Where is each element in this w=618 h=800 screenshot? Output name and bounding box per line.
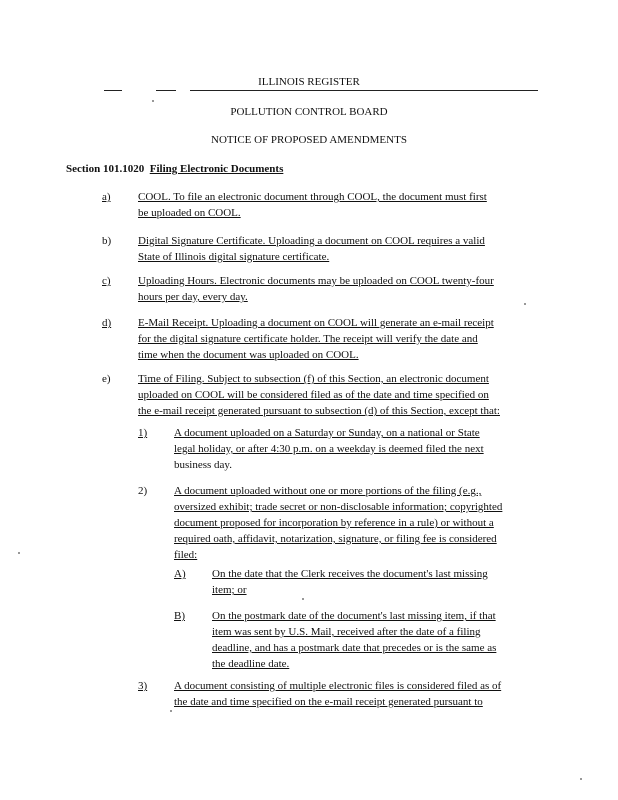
register-title: ILLINOIS REGISTER: [258, 76, 360, 88]
subitem-b-line: the deadline date.: [212, 658, 290, 670]
subsection-e-line: uploaded on COOL will be considered filed as of the date and time specified on: [138, 389, 489, 401]
subsection-marker: a): [102, 191, 111, 203]
header-rule-stub: [104, 90, 122, 91]
item-2-line: oversized exhibit; trade secret or non-disclosable information; copyrighted: [174, 501, 503, 513]
item-2-line: A document uploaded without one or more portions of the filing (e.g.,: [174, 485, 482, 497]
subitem-a-line: On the date that the Clerk receives the document's last missing: [212, 568, 488, 580]
item-1-line: A document uploaded on a Saturday or Sunday, on a national or State: [174, 427, 480, 439]
section-title: Filing Electronic Documents: [149, 163, 284, 175]
item-2-line: filed:: [174, 549, 198, 561]
subsection-marker: b): [102, 235, 112, 247]
scan-speck: [524, 303, 526, 305]
subitem-b-line: item was sent by U.S. Mail, received after the date of a filing: [212, 626, 481, 638]
item-3-line: the date and time specified on the e-mail receipt generated pursuant to: [174, 696, 483, 708]
scan-speck: [18, 552, 20, 554]
subsection-e-line: the e-mail receipt generated pursuant to subsection (d) of this Section, except that:: [138, 405, 500, 417]
header-rule: [190, 90, 538, 91]
section-heading: [66, 161, 283, 177]
scan-speck: [170, 710, 172, 712]
subitem-marker: A): [174, 568, 186, 580]
subsection-b-line: Digital Signature Certificate. Uploading a document on COOL requires a valid: [138, 235, 485, 247]
item-marker: 3): [138, 680, 148, 692]
subsection-marker: e): [102, 373, 111, 385]
subsection-marker: c): [102, 275, 111, 287]
item-2-line: required oath, affidavit, notarization, signature, or filing fee is considered: [174, 533, 497, 545]
item-1-line: legal holiday, or after 4:30 p.m. on a weekday is deemed filed the next: [174, 443, 484, 455]
scan-speck: [152, 100, 154, 102]
subsection-d-line: time when the document was uploaded on COOL.: [138, 349, 359, 361]
section-number: Section 101.1020: [66, 163, 145, 175]
subsection-e-line: Time of Filing. Subject to subsection (f) of this Section, an electronic document: [138, 373, 489, 385]
header-rule-stub: [156, 90, 176, 91]
item-marker: 2): [138, 485, 148, 497]
notice-title: NOTICE OF PROPOSED AMENDMENTS: [211, 134, 407, 146]
subitem-b-line: deadline, and has a postmark date that precedes or is the same as: [212, 642, 497, 654]
subsection-marker: d): [102, 317, 112, 329]
subsection-c-line: hours per day, every day.: [138, 291, 248, 303]
scan-speck: [580, 778, 582, 780]
scan-speck: [302, 598, 304, 600]
subitem-b-line: On the postmark date of the document's last missing item, if that: [212, 610, 496, 622]
item-3-line: A document consisting of multiple electronic files is considered filed as of: [174, 680, 502, 692]
item-marker: 1): [138, 427, 148, 439]
item-2-line: document proposed for incorporation by reference in a rule) or without a: [174, 517, 494, 529]
subsection-a-line: be uploaded on COOL.: [138, 207, 241, 219]
agency-title: POLLUTION CONTROL BOARD: [230, 106, 388, 118]
subsection-a-line: COOL. To file an electronic document through COOL, the document must first: [138, 191, 487, 203]
subsection-b-line: State of Illinois digital signature certificate.: [138, 251, 330, 263]
subitem-a-line: item; or: [212, 584, 247, 596]
subsection-c-line: Uploading Hours. Electronic documents may be uploaded on COOL twenty-four: [138, 275, 494, 287]
item-1-line: business day.: [174, 459, 232, 471]
subsection-d-line: E-Mail Receipt. Uploading a document on COOL will generate an e-mail receipt: [138, 317, 494, 329]
subsection-d-line: for the digital signature certificate holder. The receipt will verify the date and: [138, 333, 478, 345]
subitem-marker: B): [174, 610, 185, 622]
